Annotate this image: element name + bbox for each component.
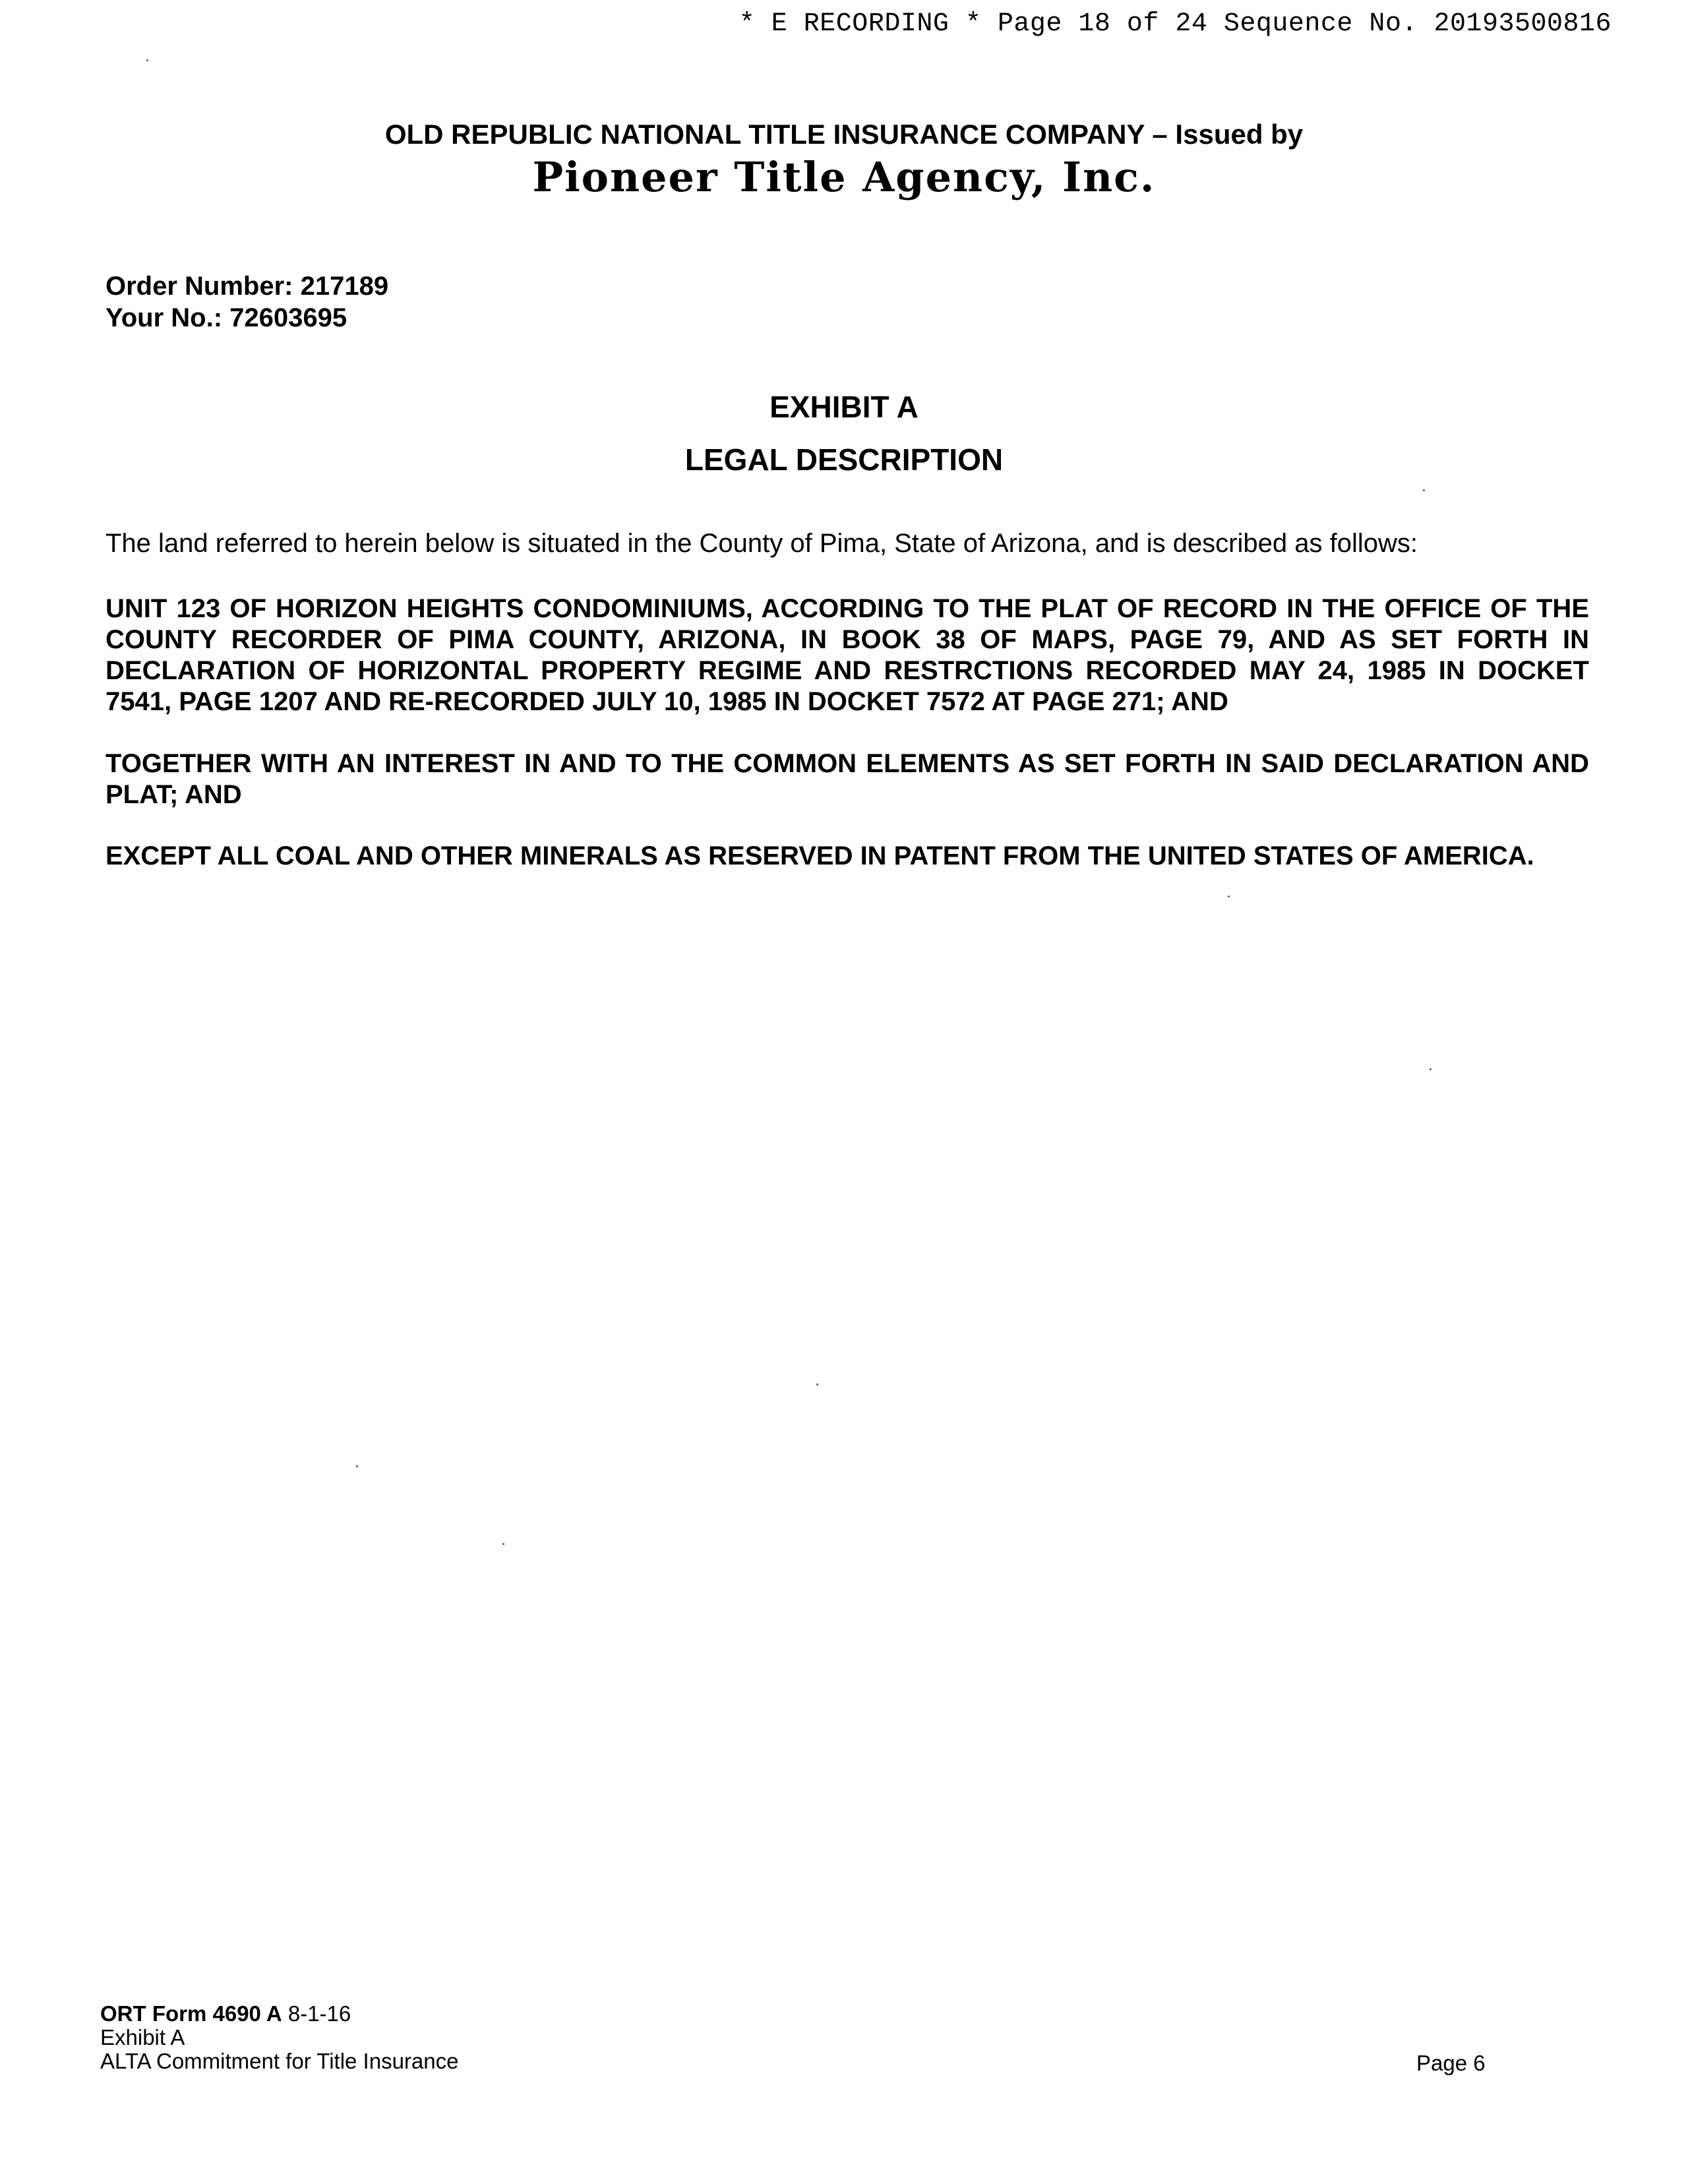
recording-stamp: * E RECORDING * Page 18 of 24 Sequence No. 20193500816 [738, 9, 1612, 39]
scan-speck [1228, 895, 1230, 897]
scan-speck [502, 1543, 504, 1545]
form-footer [100, 2002, 458, 2073]
form-id: ORT Form 4690 A [100, 2001, 282, 2026]
intro-paragraph: The land referred to herein below is situated in the County of Pima, State of Arizona, and is described as follows: [106, 529, 1418, 558]
scan-speck [816, 1383, 818, 1385]
exhibit-label: Exhibit A [100, 2025, 185, 2049]
order-info [106, 270, 388, 334]
agency-name: Pioneer Title Agency, Inc. [532, 153, 1156, 201]
form-id-line [100, 2002, 458, 2026]
legal-paragraph-unit: UNIT 123 OF HORIZON HEIGHTS CONDOMINIUMS, ACCORDING TO THE PLAT OF RECORD IN THE OFFICE OF THE COUNTY RECORDER OF PIMA COUNTY, ARIZONA, IN BOOK 38 OF MAPS, PAGE 79, AND AS SET FORTH IN DECLARATION OF HORIZONTAL PROPERTY REGIME AND RESTRCTIONS RECORDED MAY 24, 1985 IN DOCKET 7541, PAGE 1207 AND RE-RECORDED JULY 10, 1985 IN DOCKET 7572 AT PAGE 271; AND [106, 594, 1589, 716]
scan-speck [1430, 1068, 1432, 1070]
exhibit-title: EXHIBIT A [769, 390, 919, 424]
your-number: Your No.: 72603695 [106, 303, 347, 332]
page-number: Page 6 [1416, 2051, 1486, 2075]
order-number: Order Number: 217189 [106, 272, 389, 301]
scan-speck [1423, 489, 1425, 491]
legal-paragraph-minerals: EXCEPT ALL COAL AND OTHER MINERALS AS RESERVED IN PATENT FROM THE UNITED STATES OF AMERICA. [106, 841, 1534, 870]
legal-paragraph-common-elements: TOGETHER WITH AN INTEREST IN AND TO THE COMMON ELEMENTS AS SET FORTH IN SAID DECLARATION AND PLAT; AND [106, 749, 1589, 809]
company-heading: OLD REPUBLIC NATIONAL TITLE INSURANCE COMPANY – Issued by [384, 119, 1304, 150]
scan-speck [146, 59, 148, 61]
form-date: 8-1-16 [282, 2001, 351, 2026]
commitment-label: ALTA Commitment for Title Insurance [100, 2049, 459, 2073]
scan-speck [356, 1465, 358, 1467]
legal-description-title: LEGAL DESCRIPTION [684, 442, 1004, 477]
